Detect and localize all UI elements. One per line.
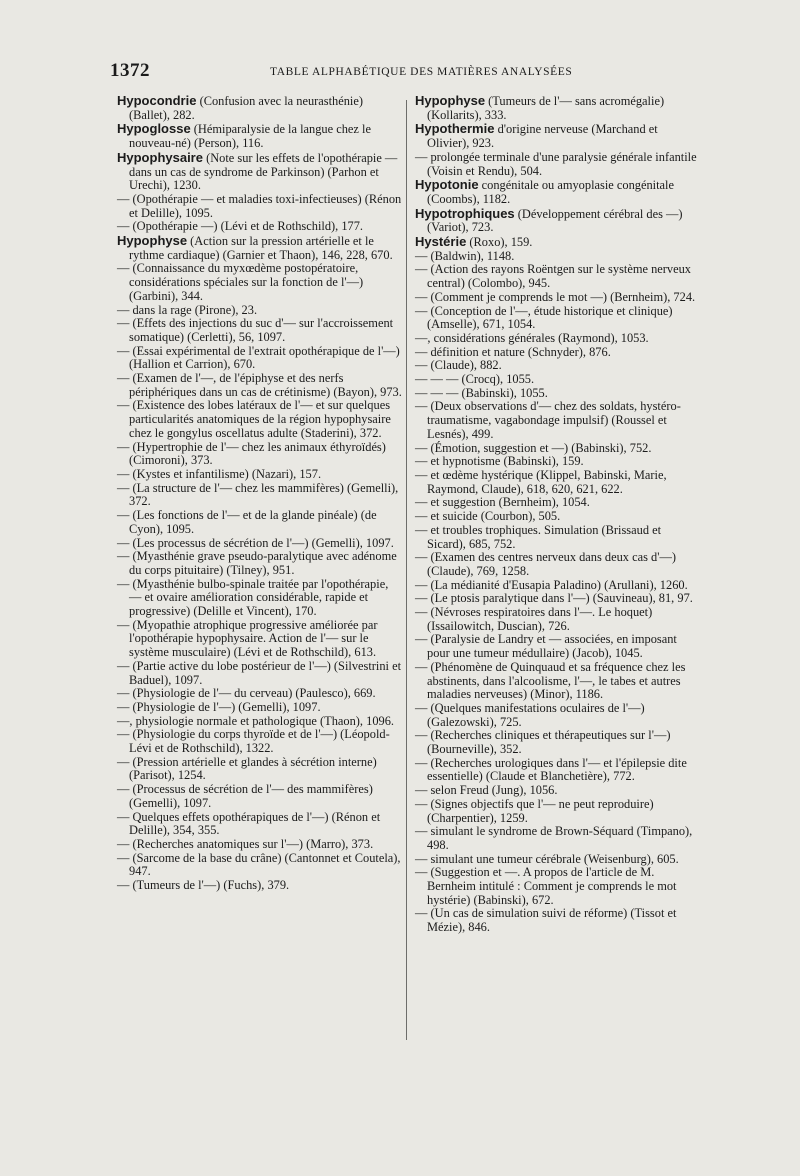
- entry-text: — et suggestion (Bernheim), 1054.: [415, 495, 590, 510]
- index-entry: [415, 235, 701, 250]
- entry-text: — (Physiologie de l'—) (Gemelli), 1097.: [117, 699, 321, 714]
- entry-headword: Hypophyse: [415, 93, 486, 108]
- index-entry: [415, 332, 701, 346]
- entry-text: — (Comment je comprends le mot —) (Bernheim), 724.: [415, 289, 696, 304]
- entry-text: — (Phénomène de Quinquaud et sa fréquence chez les abstinents, dans l'alcoolisme, l'—, le tabes et autres maladies nerveuses) (Minor), 1186.: [415, 659, 686, 702]
- index-entry: [415, 606, 701, 633]
- entry-text: (Action sur la pression artérielle et le rythme cardiaque) (Garnier et Thaon), 146, 228, 670.: [129, 234, 393, 262]
- index-entry: [117, 687, 403, 701]
- index-entry: [415, 178, 701, 206]
- running-title: TABLE ALPHABÉTIQUE DES MATIÈRES ANALYSÉES: [270, 66, 573, 78]
- index-entry: [117, 234, 403, 262]
- entry-text: — selon Freud (Jung), 1056.: [415, 783, 558, 798]
- entry-text: — (Recherches anatomiques sur l'—) (Marro), 373.: [117, 836, 374, 851]
- entry-text: — (Émotion, suggestion et —) (Babinski), 752.: [415, 440, 652, 455]
- entry-text: — (Le ptosis paralytique dans l'—) (Sauvineau), 81, 97.: [415, 591, 693, 606]
- entry-text: — (Connaissance du myxœdème postopératoire, considérations spéciales sur la fonction de l'—) (Garbini), 344.: [117, 261, 364, 303]
- index-entry: [415, 151, 701, 178]
- entry-text: — (Deux observations d'— chez des soldats, hystéro-traumatisme, vagabondage impulsif) (Roussel et Lesnés), 499.: [415, 399, 681, 441]
- index-entry: [117, 783, 403, 810]
- index-entry: [117, 122, 403, 150]
- entry-text: —, considérations générales (Raymond), 1053.: [415, 330, 649, 345]
- entry-text: — (Action des rayons Roëntgen sur le système nerveux central) (Colombo), 945.: [415, 262, 691, 291]
- entry-text: — (Conception de l'—, étude historique et clinique) (Amselle), 671, 1054.: [415, 303, 673, 332]
- index-entry: [415, 122, 701, 150]
- index-entry: [415, 496, 701, 510]
- index-entry: [415, 469, 701, 496]
- index-entry: [117, 399, 403, 440]
- entry-text: — (Essai expérimental de l'extrait opothérapique de l'—) (Hallion et Carrion), 670.: [117, 343, 400, 372]
- page-number: 1372: [110, 60, 150, 81]
- index-entry: [117, 317, 403, 344]
- index-entry: [117, 715, 403, 729]
- entry-text: — et troubles trophiques. Simulation (Brissaud et Sicard), 685, 752.: [415, 522, 662, 551]
- index-entry: [117, 811, 403, 838]
- index-entry: [415, 250, 701, 264]
- entry-text: — dans la rage (Pirone), 23.: [117, 302, 258, 317]
- entry-text: — et œdème hystérique (Klippel, Babinski, Marie, Raymond, Claude), 618, 620, 621, 622.: [415, 467, 667, 496]
- index-entry: [117, 151, 403, 193]
- index-entry: [415, 798, 701, 825]
- entry-text: — Quelques effets opothérapiques de l'—) (Rénon et Delille), 354, 355.: [117, 809, 381, 838]
- index-entry: [415, 207, 701, 235]
- index-entry: [117, 838, 403, 852]
- index-entry: [117, 660, 403, 687]
- index-entry: [415, 387, 701, 401]
- index-entry: [117, 852, 403, 879]
- index-entry: [117, 482, 403, 509]
- entry-headword: Hypotonie: [415, 177, 479, 193]
- entry-text: (Développement cérébral des —) (Variot), 723.: [427, 206, 683, 235]
- entry-text: — simulant le syndrome de Brown-Séquard (Timpano), 498.: [415, 824, 693, 852]
- entry-headword: Hypotrophiques: [415, 205, 515, 221]
- entry-text: — (Signes objectifs que l'— ne peut reproduire) (Charpentier), 1259.: [415, 796, 654, 825]
- index-entry: [415, 661, 701, 702]
- entry-text: — — — (Crocq), 1055.: [415, 372, 535, 387]
- entry-text: — (Un cas de simulation suivi de réforme) (Tissot et Mézie), 846.: [415, 906, 677, 935]
- entry-headword: Hypothermie: [415, 121, 495, 137]
- index-entry: [415, 442, 701, 456]
- column-divider: [406, 100, 407, 1040]
- index-entry: [117, 468, 403, 482]
- entry-text: (Roxo), 159.: [466, 235, 533, 250]
- index-entry: [415, 455, 701, 469]
- index-entry: [117, 728, 403, 755]
- entry-text: — (Kystes et infantilisme) (Nazari), 157.: [117, 466, 322, 481]
- entry-text: (Note sur les effets de l'opothérapie — dans un cas de syndrome de Parkinson) (Parhon et Urechi), 1230.: [129, 150, 398, 193]
- entry-headword: Hypocondrie: [117, 93, 197, 108]
- entry-text: — — — (Babinski), 1055.: [415, 385, 548, 400]
- entry-text: — (Existence des lobes latéraux de l'— et sur quelques particularités anatomiques de la région hypophysaire chez le gongylus oscellatus adulte (Staderini), 372.: [117, 398, 391, 440]
- index-entry: [415, 853, 701, 867]
- index-column-left: [117, 94, 403, 893]
- entry-text: (Hémiparalysie de la langue chez le nouveau-né) (Person), 116.: [129, 122, 371, 151]
- index-entry: [415, 400, 701, 441]
- index-entry: [415, 907, 701, 934]
- index-entry: [117, 345, 403, 372]
- index-entry: [415, 346, 701, 360]
- entry-text: — (Les fonctions de l'— et de la glande pinéale) (de Cyon), 1095.: [117, 508, 377, 536]
- entry-headword: Hypophysaire: [117, 149, 203, 165]
- entry-text: — et suicide (Courbon), 505.: [415, 509, 561, 524]
- entry-text: — (Opothérapie — et maladies toxi-infectieuses) (Rénon et Delille), 1095.: [117, 191, 402, 220]
- entry-text: — (Hypertrophie de l'— chez les animaux éthyroïdés) (Cimoroni), 373.: [117, 439, 386, 468]
- index-entry: [415, 592, 701, 606]
- entry-text: — (Myasthénie bulbo-spinale traitée par l'opothérapie, — et ovaire amélioration considérable, rapide et progressive) (Delille et Vincent), 170.: [117, 576, 389, 619]
- entry-text: — et hypnotisme (Babinski), 159.: [415, 454, 584, 469]
- entry-headword: Hypophyse: [117, 233, 188, 249]
- entry-text: — (Physiologie du corps thyroïde et de l'—) (Léopold-Lévi et de Rothschild), 1322.: [117, 727, 390, 756]
- entry-text: — (La médianité d'Eusapia Paladino) (Arullani), 1260.: [415, 577, 688, 592]
- index-entry: [117, 509, 403, 536]
- index-entry: [117, 701, 403, 715]
- entry-text: — (Myasthénie grave pseudo-paralytique avec adénome du corps pituitaire) (Tilney), 951.: [117, 549, 397, 577]
- entry-text: (Tumeurs de l'— sans acromégalie) (Kollarits), 333.: [427, 94, 665, 122]
- entry-text: congénitale ou amyoplasie congénitale (Coombs), 1182.: [427, 178, 674, 206]
- entry-text: — (Pression artérielle et glandes à sécrétion interne) (Parisot), 1254.: [117, 754, 377, 783]
- index-entry: [117, 220, 403, 234]
- entry-text: — (Les processus de sécrétion de l'—) (Gemelli), 1097.: [117, 535, 394, 550]
- index-entry: [415, 291, 701, 305]
- entry-text: — (Examen de l'—, de l'épiphyse et des nerfs périphériques dans un cas de crétinisme) (Bayon), 973.: [117, 371, 402, 399]
- entry-text: — (Opothérapie —) (Lévi et de Rothschild), 177.: [117, 219, 364, 234]
- index-entry: [415, 702, 701, 729]
- index-entry: [415, 510, 701, 524]
- index-entry: [415, 729, 701, 756]
- index-entry: [117, 578, 403, 619]
- index-entry: [415, 551, 701, 578]
- page-header: [110, 58, 700, 82]
- entry-text: — (Paralysie de Landry et — associées, en imposant pour une tumeur médullaire) (Jacob), 1045.: [415, 632, 677, 661]
- index-entry: [415, 94, 701, 122]
- index-entry: [415, 866, 701, 907]
- entry-text: — (Recherches urologiques dans l'— et l'épilepsie dite essentielle) (Claude et Blanchetière), 772.: [415, 755, 687, 784]
- index-entry: [415, 263, 701, 290]
- entry-text: — (Tumeurs de l'—) (Fuchs), 379.: [117, 878, 290, 893]
- index-entry: [415, 305, 701, 332]
- entry-text: — (Quelques manifestations oculaires de l'—) (Galezowski), 725.: [415, 700, 645, 729]
- entry-text: — (Claude), 882.: [415, 358, 502, 373]
- entry-text: — (Effets des injections du suc d'— sur l'accroissement somatique) (Cerletti), 56, 1097.: [117, 316, 394, 344]
- entry-text: — prolongée terminale d'une paralysie générale infantile (Voisin et Rendu), 504.: [415, 149, 697, 178]
- index-entry: [117, 262, 403, 303]
- entry-text: — (Physiologie de l'— du cerveau) (Paulesco), 669.: [117, 686, 376, 701]
- index-entry: [117, 372, 403, 399]
- index-entry: [117, 193, 403, 220]
- entry-headword: Hypoglosse: [117, 121, 191, 137]
- entry-text: — (Baldwin), 1148.: [415, 248, 515, 263]
- entry-text: — simulant une tumeur cérébrale (Weisenburg), 605.: [415, 851, 679, 866]
- entry-text: d'origine nerveuse (Marchand et Olivier), 923.: [427, 122, 658, 151]
- index-entry: [415, 784, 701, 798]
- index-entry: [415, 633, 701, 660]
- index-entry: [415, 757, 701, 784]
- index-entry: [117, 619, 403, 660]
- entry-text: — (Partie active du lobe postérieur de l'—) (Silvestrini et Baduel), 1097.: [117, 658, 402, 687]
- entry-text: — (Examen des centres nerveux dans deux cas d'—) (Claude), 769, 1258.: [415, 550, 676, 578]
- index-entry: [117, 756, 403, 783]
- entry-text: —, physiologie normale et pathologique (Thaon), 1096.: [117, 713, 395, 728]
- entry-text: (Confusion avec la neurasthénie) (Ballet), 282.: [129, 94, 363, 122]
- entry-text: — (Névroses respiratoires dans l'—. Le hoquet) (Issailowitch, Duscian), 726.: [415, 605, 653, 633]
- entry-text: — (Suggestion et —. A propos de l'article de M. Bernheim intitulé : Comment je comprends le mot hystérie) (Babinski), 672.: [415, 865, 677, 907]
- entry-text: — (Processus de sécrétion de l'— des mammifères) (Gemelli), 1097.: [117, 782, 373, 810]
- index-entry: [117, 537, 403, 551]
- entry-text: — (Recherches cliniques et thérapeutiques sur l'—) (Bourneville), 352.: [415, 728, 671, 757]
- index-entry: [415, 359, 701, 373]
- index-entry: [117, 441, 403, 468]
- index-entry: [117, 879, 403, 893]
- entry-text: — (Myopathie atrophique progressive améliorée par l'opothérapie hypophysaire. Action de l'— sur le système musculaire) (Lévi et de Rothschild), 613.: [117, 617, 378, 660]
- entry-text: — (La structure de l'— chez les mammifères) (Gemelli), 372.: [117, 480, 399, 509]
- index-column-right: [415, 94, 701, 935]
- index-entry: [415, 579, 701, 593]
- index-entry: [117, 550, 403, 577]
- index-entry: [117, 304, 403, 318]
- index-entry: [415, 373, 701, 387]
- index-entry: [117, 94, 403, 122]
- index-entry: [415, 825, 701, 852]
- entry-text: — (Sarcome de la base du crâne) (Cantonnet et Coutela), 947.: [117, 850, 401, 879]
- entry-text: — définition et nature (Schnyder), 876.: [415, 344, 611, 359]
- entry-headword: Hystérie: [415, 234, 467, 250]
- index-entry: [415, 524, 701, 551]
